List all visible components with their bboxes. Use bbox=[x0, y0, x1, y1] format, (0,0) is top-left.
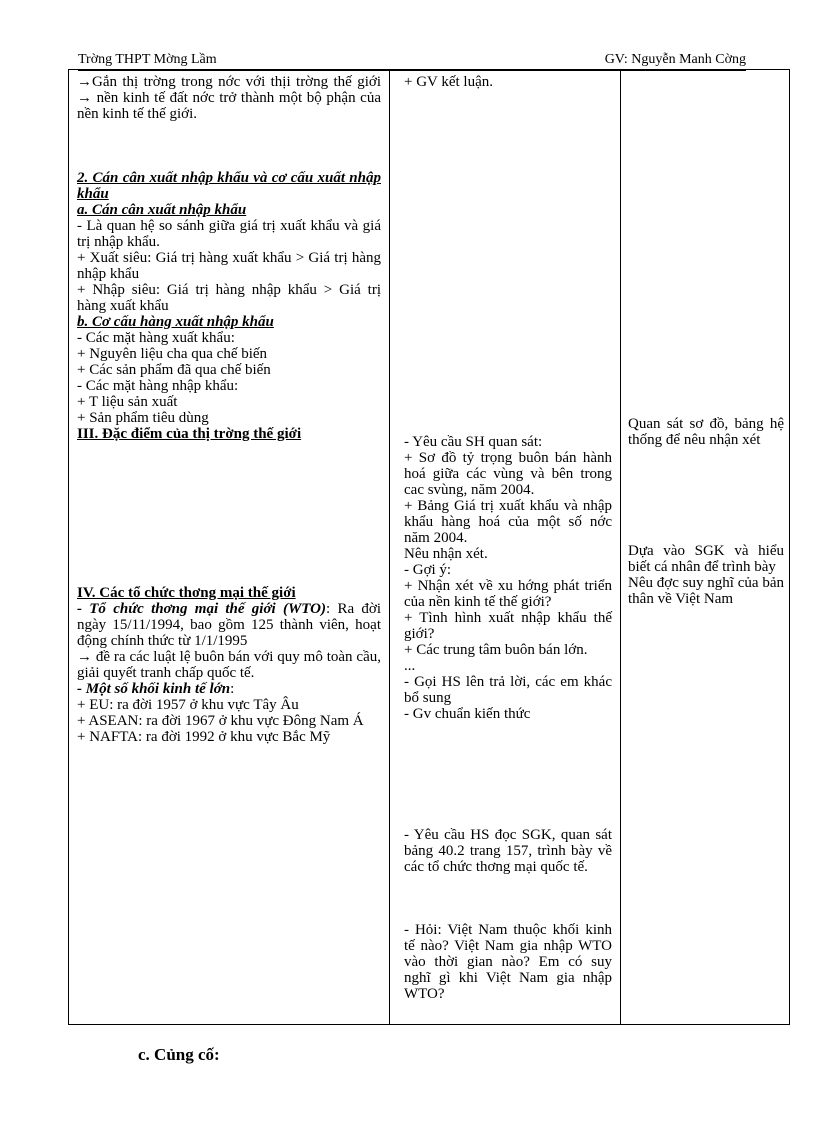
section-2b-title: b. Cơ cấu hàng xuất nhập khẩu bbox=[77, 314, 274, 330]
intro-text: →Gắn thị trờng trong nớc với thịi trờng thế giới → nền kinh tế đất nớc trở thành một bộ phận của nền kinh tế thế giới. bbox=[77, 74, 381, 122]
activity-line: - Yêu cầu SH quan sát: bbox=[404, 434, 543, 450]
activity-line: - Gv chuẩn kiến thức bbox=[404, 706, 531, 722]
section-2a-line: + Nhập siêu: Giá trị hàng nhập khẩu > Giá trị hàng xuất khẩu bbox=[77, 282, 381, 314]
activity-line: + Sơ đồ tỷ trọng buôn bán hành hoá giữa các vùng và bên trong cac svùng, năm 2004. bbox=[404, 450, 612, 498]
wto-text: : Ra đời ngày 15/11/1994, bao gồm 125 thành viên, hoạt động chính thức từ 1/1/1995 bbox=[77, 601, 381, 649]
activity-line: + Bảng Giá trị xuất khẩu và nhập khẩu hàng hoá của một số nớc năm 2004. bbox=[404, 498, 612, 546]
section-2-title: 2. Cán cân xuất nhập khẩu và cơ cấu xuất nhập khẩu bbox=[77, 170, 381, 202]
school-name: Trờng THPT Mờng Lầm bbox=[78, 52, 217, 67]
gv-conclusion-text: + GV kết luận. bbox=[404, 74, 494, 90]
bloc-item: + NAFTA: ra đời 1992 ở khu vực Bắc Mỹ bbox=[77, 729, 331, 745]
gv-conclusion bbox=[404, 74, 612, 90]
section-2a-title: a. Cán cân xuất nhập khẩu bbox=[77, 202, 247, 218]
sgk-request-text: - Yêu cầu HS đọc SGK, quan sát bảng 40.2 trang 157, trình bày về các tổ chức thơng mại quốc tế. bbox=[404, 827, 612, 875]
activity-line: ... bbox=[404, 658, 416, 674]
teacher-activity-column bbox=[390, 70, 621, 1024]
bloc-item: + EU: ra đời 1957 ở khu vực Tây Âu bbox=[77, 697, 299, 713]
activity-line: Nêu nhận xét. bbox=[404, 546, 488, 562]
observe-text: Quan sát sơ đồ, bảng hệ thống để nêu nhận xét bbox=[628, 416, 784, 448]
bloc-item: + ASEAN: ra đời 1967 ở khu vực Đông Nam Á bbox=[77, 713, 364, 729]
wto-paragraph bbox=[77, 601, 381, 649]
blocs-heading bbox=[77, 681, 381, 697]
activity-line: - Gọi HS lên trả lời, các em khác bổ sung bbox=[404, 674, 612, 706]
lesson-table bbox=[68, 69, 790, 1025]
section-4-title: IV. Các tổ chức thơng mại thế giới bbox=[77, 585, 296, 601]
section-2b-line: - Các mặt hàng nhập khẩu: bbox=[77, 378, 239, 394]
section-2b-line: + Nguyên liệu cha qua chế biến bbox=[77, 346, 268, 362]
section-2a-line: + Xuất siêu: Giá trị hàng xuất khẩu > Giá trị hàng nhập khẩu bbox=[77, 250, 381, 282]
sgk-request bbox=[404, 827, 612, 875]
observe-note bbox=[628, 416, 784, 448]
blocs-label: - Một số khối kinh tế lớn bbox=[77, 681, 231, 697]
question-block bbox=[404, 922, 612, 1002]
wto-label: - Tổ chức thơng mại thế giới (WTO) bbox=[77, 601, 327, 617]
opinion-text: Nêu đợc suy nghĩ của bản thân về Việt Nam bbox=[628, 575, 784, 607]
teacher-name: GV: Nguyễn Manh Cờng bbox=[604, 52, 746, 67]
intro-block bbox=[77, 74, 381, 122]
section-2b-line: + T liệu sản xuất bbox=[77, 394, 178, 410]
activity-line: + Nhận xét về xu hớng phát triển của nền kinh tế thế giới? bbox=[404, 578, 612, 610]
activity-block bbox=[404, 434, 612, 722]
content-column bbox=[69, 70, 390, 1024]
consolidation-heading: c. Củng cố: bbox=[138, 1045, 220, 1064]
section-2b-line: - Các mặt hàng xuất khẩu: bbox=[77, 330, 235, 346]
section-3-title: III. Đặc điểm của thị trờng thế giới bbox=[77, 426, 302, 442]
activity-line: + Tình hình xuất nhập khẩu thế giới? bbox=[404, 610, 612, 642]
blocs-colon: : bbox=[230, 681, 235, 697]
student-activity-column bbox=[621, 70, 790, 1024]
activity-line: + Các trung tâm buôn bán lớn. bbox=[404, 642, 588, 658]
section-2b-line: + Các sản phẩm đã qua chế biến bbox=[77, 362, 271, 378]
section-2b-line: + Sản phẩm tiêu dùng bbox=[77, 410, 209, 426]
activity-line: - Gợi ý: bbox=[404, 562, 452, 578]
section-2a-line: - Là quan hệ so sánh giữa giá trị xuất khẩu và giá trị nhập khẩu. bbox=[77, 218, 381, 250]
question-text: - Hỏi: Việt Nam thuộc khối kinh tế nào? Việt Nam gia nhập WTO vào thời gian nào? Em có suy nghĩ gì khi Việt Nam gia nhập WTO? bbox=[404, 922, 612, 1002]
section-4-block bbox=[77, 585, 381, 745]
sgk-text: Dựa vào SGK và hiểu biết cá nhân để trình bày bbox=[628, 543, 784, 575]
wto-result: → đề ra các luật lệ buôn bán với quy mô toàn cầu, giải quyết tranh chấp quốc tế. bbox=[77, 649, 381, 681]
section-2-block bbox=[77, 170, 381, 442]
sgk-note bbox=[628, 543, 784, 607]
